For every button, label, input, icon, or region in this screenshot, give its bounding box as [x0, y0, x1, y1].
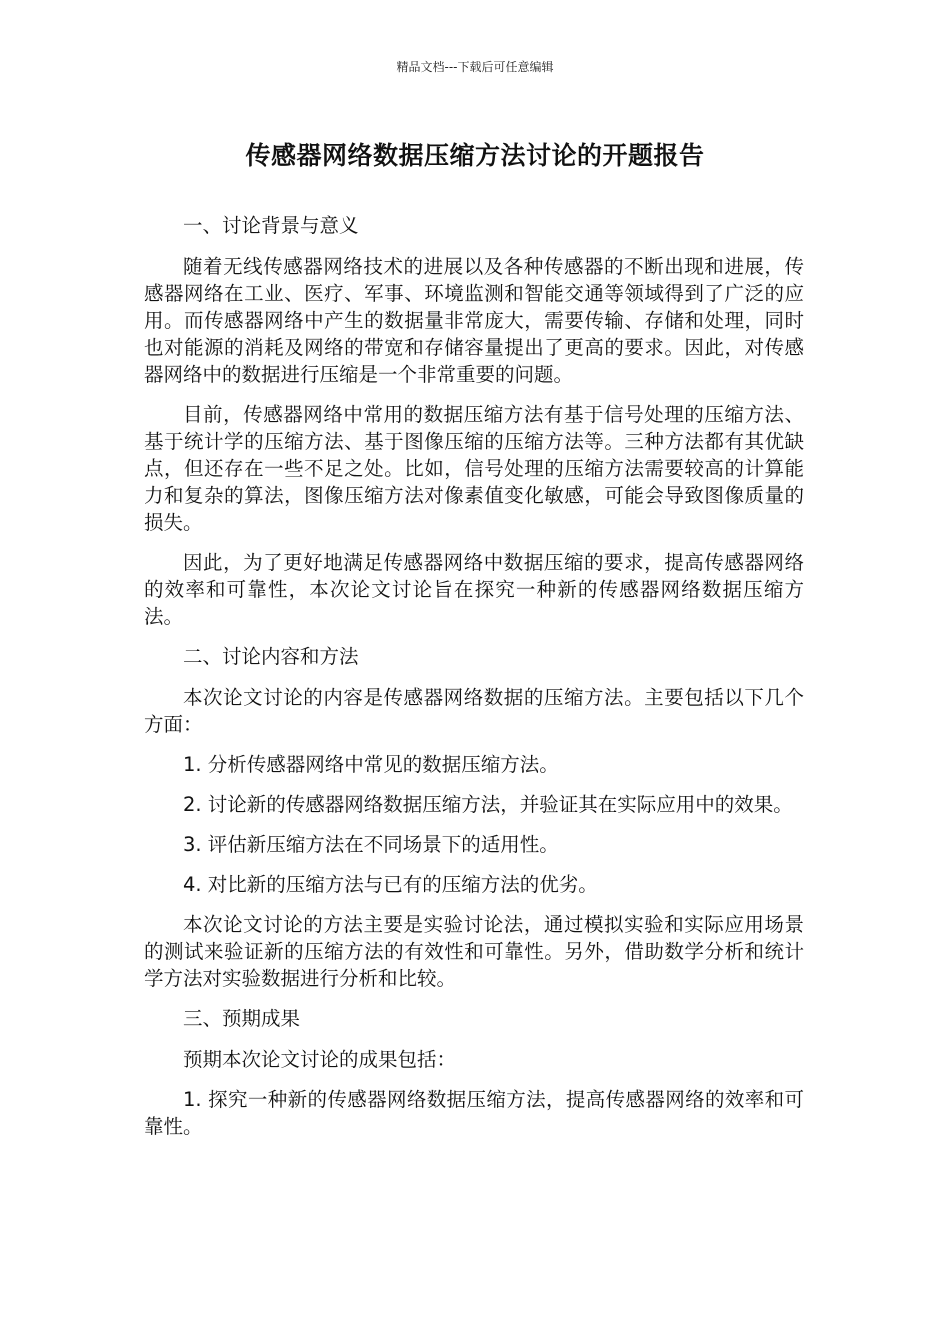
- paragraph-background-3: 因此，为了更好地满足传感器网络中数据压缩的要求，提高传感器网络的效率和可靠性，本次论文讨论旨在探究一种新的传感器网络数据压缩方法。: [144, 551, 804, 628]
- list-item-content-3: 3. 评估新压缩方法在不同场景下的适用性。: [183, 833, 559, 856]
- list-item-content-2: 2. 讨论新的传感器网络数据压缩方法，并验证其在实际应用中的效果。: [183, 793, 793, 816]
- list-item-results-1: 1. 探究一种新的传感器网络数据压缩方法，提高传感器网络的效率和可靠性。: [144, 1088, 804, 1138]
- section-heading-expected-results: 三、预期成果: [183, 1007, 301, 1030]
- section-heading-background: 一、讨论背景与意义: [183, 214, 359, 237]
- paragraph-background-2: 目前，传感器网络中常用的数据压缩方法有基于信号处理的压缩方法、基于统计学的压缩方法、基于图像压缩的压缩方法等。三种方法都有其优缺点，但还存在一些不足之处。比如，信号处理的压缩方法需要较高的计算能力和复杂的算法，图像压缩方法对像素值变化敏感，可能会导致图像质量的损失。: [144, 403, 804, 534]
- paragraph-method: 本次论文讨论的方法主要是实验讨论法，通过模拟实验和实际应用场景的测试来验证新的压缩方法的有效性和可靠性。另外，借助数学分析和统计学方法对实验数据进行分析和比较。: [144, 913, 804, 990]
- paragraph-content-intro: 本次论文讨论的内容是传感器网络数据的压缩方法。主要包括以下几个方面：: [144, 686, 804, 736]
- list-item-content-4: 4. 对比新的压缩方法与已有的压缩方法的优劣。: [183, 873, 598, 896]
- document-body: [144, 212, 804, 1153]
- section-heading-content-method: 二、讨论内容和方法: [183, 645, 359, 668]
- paragraph-results-intro: 预期本次论文讨论的成果包括：: [183, 1048, 457, 1071]
- header-note: 精品文档---下载后可任意编辑: [396, 60, 554, 74]
- paragraph-background-1: 随着无线传感器网络技术的进展以及各种传感器的不断出现和进展，传感器网络在工业、医疗、军事、环境监测和智能交通等领域得到了广泛的应用。而传感器网络中产生的数据量非常庞大，需要传输、存储和处理，同时也对能源的消耗及网络的带宽和存储容量提出了更高的要求。因此，对传感器网络中的数据进行压缩是一个非常重要的问题。: [144, 255, 804, 386]
- list-item-content-1: 1. 分析传感器网络中常见的数据压缩方法。: [183, 753, 559, 776]
- document-title: 传感器网络数据压缩方法讨论的开题报告: [245, 141, 705, 170]
